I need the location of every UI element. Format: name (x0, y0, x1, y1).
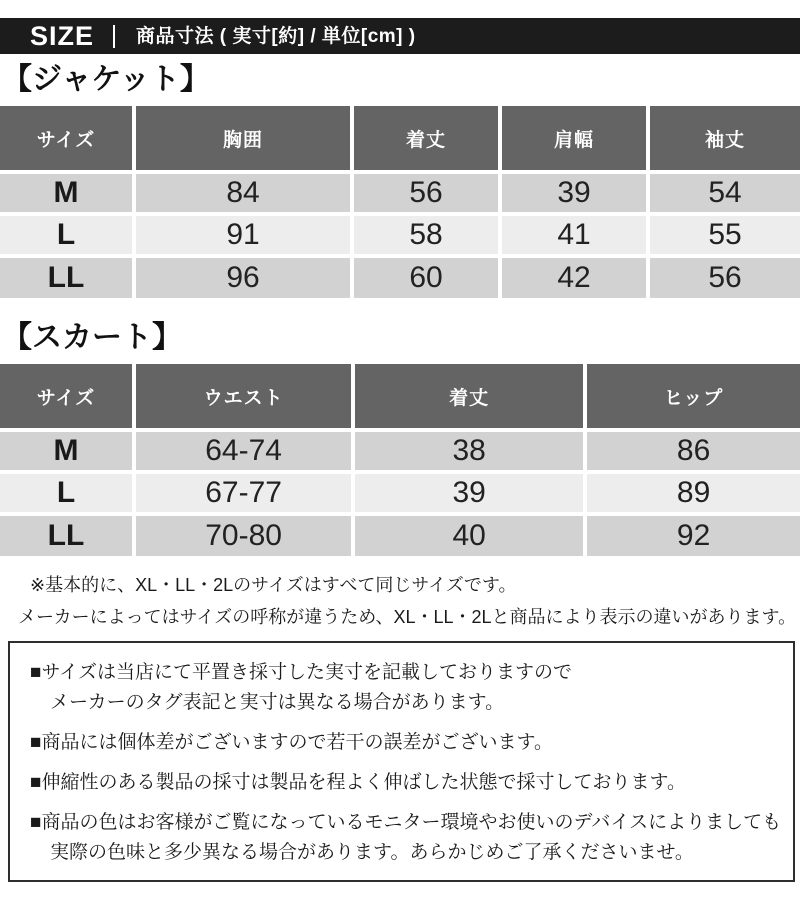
measurement-cell: 54 (648, 172, 800, 214)
column-header: 着丈 (352, 106, 500, 172)
measurement-cell: 89 (585, 472, 800, 514)
measurement-cell: 56 (352, 172, 500, 214)
skirt-table-body (0, 430, 800, 556)
size-header-bar (0, 18, 800, 54)
jacket-section-title: 【ジャケット】 (2, 63, 210, 96)
column-header: 肩幅 (500, 106, 648, 172)
measurement-cell: 86 (585, 430, 800, 472)
measurement-cell: 39 (500, 172, 648, 214)
measurement-cell: 40 (353, 514, 585, 556)
measurement-cell: 39 (353, 472, 585, 514)
table-row (0, 214, 800, 256)
jacket-size-table (0, 106, 800, 298)
disclaimer-box (8, 641, 795, 882)
measurement-cell: 96 (134, 256, 352, 298)
disclaimer-item: ■商品の色はお客様がご覧になっているモニター環境やお使いのデバイスによりましても 実際の色味と多少異なる場合があります。あらかじめご了承くださいませ。 (30, 812, 782, 863)
skirt-size-table (0, 364, 800, 556)
column-header: 袖丈 (648, 106, 800, 172)
skirt-table-header (0, 364, 800, 430)
column-header: 胸囲 (134, 106, 352, 172)
measurement-cell: 42 (500, 256, 648, 298)
table-row (0, 256, 800, 298)
jacket-table-body (0, 172, 800, 298)
size-equivalence-notes (18, 569, 800, 633)
size-label-cell: M (0, 172, 134, 214)
column-header: ウエスト (134, 364, 353, 430)
table-row (0, 430, 800, 472)
measurement-cell: 38 (353, 430, 585, 472)
size-label-cell: L (0, 214, 134, 256)
table-row (0, 172, 800, 214)
disclaimer-item: ■サイズは当店にて平置き採寸した実寸を記載しておりますので メーカーのタグ表記と実寸は異なる場合があります。 (30, 662, 572, 713)
column-header: 着丈 (353, 364, 585, 430)
measurement-cell: 64-74 (134, 430, 353, 472)
skirt-section-title: 【スカート】 (2, 321, 182, 354)
measurement-cell: 55 (648, 214, 800, 256)
size-label-cell: M (0, 430, 134, 472)
measurement-cell: 56 (648, 256, 800, 298)
column-header: サイズ (0, 364, 134, 430)
measurement-cell: 67-77 (134, 472, 353, 514)
table-row (0, 472, 800, 514)
size-header-description: 商品寸法 ( 実寸[約] / 単位[cm] ) (136, 25, 416, 47)
measurement-cell: 70-80 (134, 514, 353, 556)
measurement-cell: 91 (134, 214, 352, 256)
column-header: サイズ (0, 106, 134, 172)
measurement-cell: 60 (352, 256, 500, 298)
size-label-cell: LL (0, 256, 134, 298)
size-label-cell: L (0, 472, 134, 514)
note-line: ※基本的に、XL・LL・2Lのサイズはすべて同じサイズです。 (30, 575, 517, 595)
measurement-cell: 41 (500, 214, 648, 256)
disclaimer-item: ■商品には個体差がございますので若干の誤差がございます。 (30, 732, 553, 753)
size-label-cell: LL (0, 514, 134, 556)
size-label: SIZE (30, 20, 95, 51)
header-row (0, 364, 800, 430)
measurement-cell: 58 (352, 214, 500, 256)
note-line: メーカーによってはサイズの呼称が違うため、XL・LL・2Lと商品により表示の違いがあります。 (18, 607, 797, 627)
column-header: ヒップ (585, 364, 800, 430)
measurement-cell: 92 (585, 514, 800, 556)
header-row (0, 106, 800, 172)
vertical-divider (113, 25, 115, 48)
table-row (0, 514, 800, 556)
disclaimer-item: ■伸縮性のある製品の採寸は製品を程よく伸ばした状態で採寸しております。 (30, 772, 686, 793)
measurement-cell: 84 (134, 172, 352, 214)
jacket-table-header (0, 106, 800, 172)
